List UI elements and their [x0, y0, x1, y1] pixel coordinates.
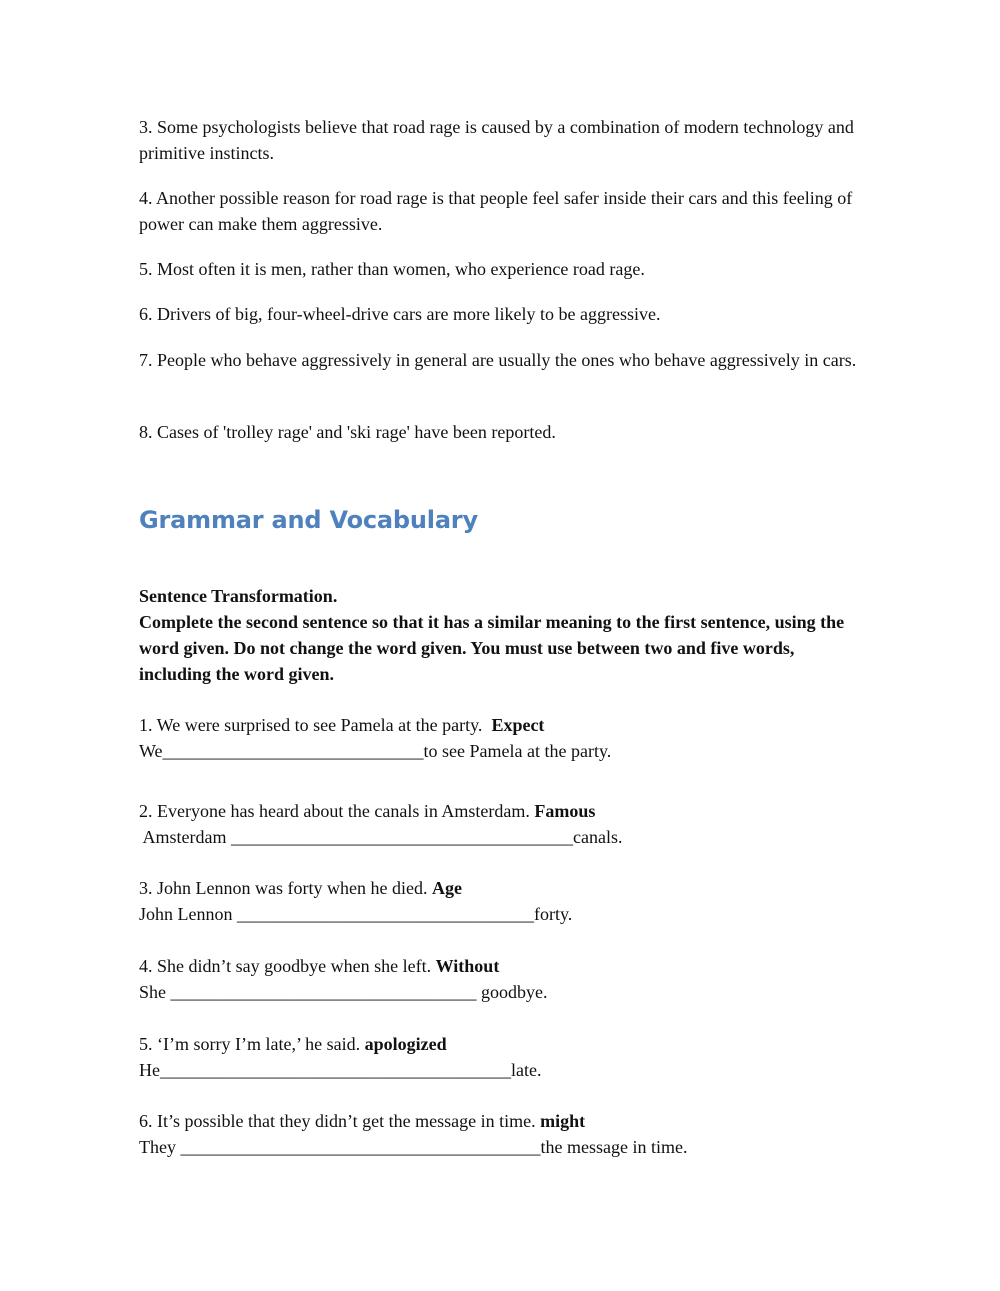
item-sentence: 3. John Lennon was forty when he died.: [139, 878, 432, 898]
item-rewrite[interactable]: Amsterdam ______________________________________canals.: [139, 827, 623, 847]
transformation-item-1: [139, 712, 864, 764]
transformation-item-5: [139, 1031, 864, 1083]
statement-6: 6. Drivers of big, four-wheel-drive cars are more likely to be aggressive.: [139, 304, 661, 324]
statement-5: 5. Most often it is men, rather than women, who experience road rage.: [139, 259, 645, 279]
statement-7: 7. People who behave aggressively in general are usually the ones who behave aggressively in cars.: [139, 350, 857, 370]
item-keyword: apologized: [364, 1034, 447, 1054]
task-instructions-block: [139, 583, 864, 687]
statement-4: 4. Another possible reason for road rage is that people feel safer inside their cars and this feeling of power can make them aggressive.: [139, 188, 853, 234]
statement-8: 8. Cases of 'trolley rage' and 'ski rage' have been reported.: [139, 422, 556, 442]
item-keyword: might: [540, 1111, 586, 1131]
item-sentence: 1. We were surprised to see Pamela at the party.: [139, 715, 492, 735]
statement-3: 3. Some psychologists believe that road rage is caused by a combination of modern technology and primitive instincts.: [139, 117, 854, 163]
transformation-item-6: [139, 1108, 864, 1160]
item-sentence: 4. She didn’t say goodbye when she left.: [139, 956, 436, 976]
item-sentence: 2. Everyone has heard about the canals in Amsterdam.: [139, 801, 535, 821]
item-rewrite[interactable]: John Lennon _________________________________forty.: [139, 904, 573, 924]
section-heading: Grammar and Vocabulary: [139, 506, 478, 534]
item-keyword: Famous: [534, 801, 596, 821]
item-rewrite[interactable]: They ________________________________________the message in time.: [139, 1137, 688, 1157]
item-sentence: 5. ‘I’m sorry I’m late,’ he said.: [139, 1034, 365, 1054]
item-rewrite[interactable]: We_____________________________to see Pamela at the party.: [139, 741, 612, 761]
transformation-item-4: [139, 953, 864, 1005]
transformation-item-3: [139, 875, 864, 927]
item-keyword: Expect: [491, 715, 545, 735]
item-keyword: Without: [435, 956, 500, 976]
item-rewrite[interactable]: She __________________________________ goodbye.: [139, 982, 548, 1002]
item-sentence: 6. It’s possible that they didn’t get the message in time.: [139, 1111, 541, 1131]
task-title: Sentence Transformation.: [139, 586, 338, 606]
item-rewrite[interactable]: He_______________________________________late.: [139, 1060, 542, 1080]
task-instructions: Complete the second sentence so that it has a similar meaning to the first sentence, using the word given. Do not change the word given. You must use between two and five words, including the word given.: [139, 612, 845, 684]
item-keyword: Age: [431, 878, 462, 898]
transformation-item-2: [139, 798, 864, 850]
